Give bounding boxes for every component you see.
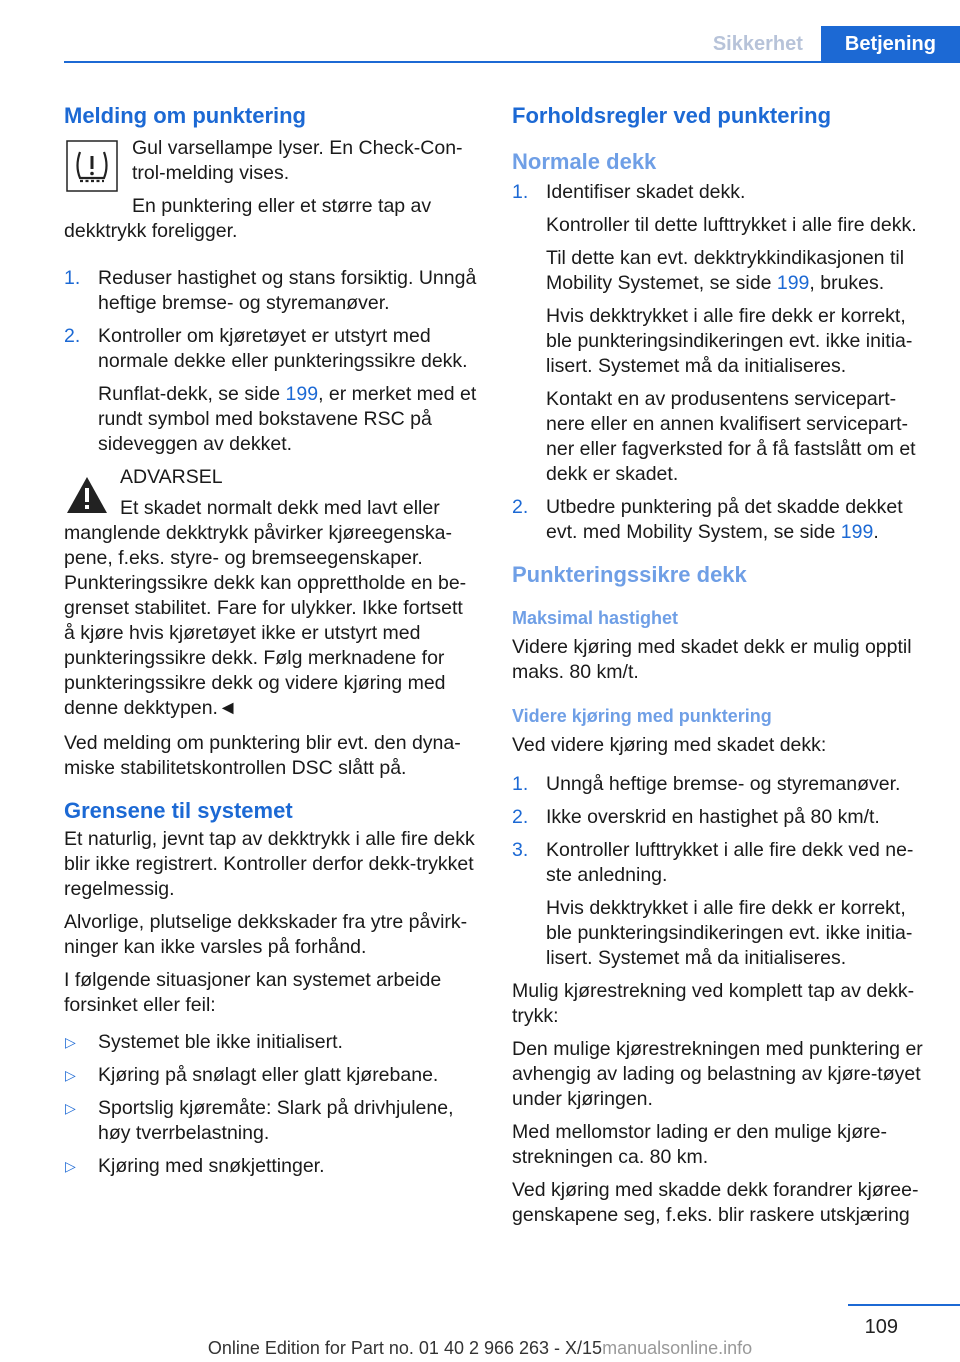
tpms-lamp-block [64,136,478,252]
normale-steps [512,180,926,545]
mulig-text-4: Ved kjøring med skadde dekk forandrer kjøree-genskapene seg, f.eks. blir raskere utskjæring [512,1179,919,1226]
tab-sikkerhet[interactable]: Sikkerhet [712,33,803,55]
heading-forholdsregler: Forholdsregler ved punktering [512,103,832,128]
list-item: 2. Ikke overskrid en hastighet på 80 km/t. [512,806,880,828]
bullet-triangle-icon: ▷ [65,1158,76,1174]
warning-block [64,465,478,721]
watermark: manualsonline.info [602,1338,753,1358]
heading-normale-dekk: Normale dekk [512,149,657,174]
header-rule [64,61,960,63]
runflat-note: Runflat-dekk, se side 199, er merket med et rundt symbol med bokstavene RSC på sideveggen av dekket. [98,383,477,455]
list-item: ▷ Kjøring med snøkjettinger. [65,1155,325,1177]
grense-text-3: I følgende situasjoner kan systemet arbeide forsinket eller feil: [64,969,442,1016]
list-item: 1. Unngå heftige bremse- og styremanøver. [512,773,901,795]
footer-rule [848,1304,960,1306]
heading-melding: Melding om punktering [64,103,306,128]
bullet-triangle-icon: ▷ [65,1034,76,1050]
page-link-199[interactable]: 199 [840,521,874,543]
page-link-199[interactable]: 199 [285,383,319,405]
melding-steps [64,266,478,457]
list-item: 1. Reduser hastighet og stans forsiktig. Unngå heftige bremse- og styremanøver. [64,267,477,314]
bullet-triangle-icon: ▷ [65,1067,76,1083]
section-tabs [695,26,960,62]
dsc-text: Ved melding om punktering blir evt. den dyna-miske stabilitetskontrollen DSC slått på. [64,732,461,779]
grense-text-1: Et naturlig, jevnt tap av dekktrykk i alle fire dekk blir ikke registrert. Kontroller derfor dekk-trykket regelmessig. [64,828,475,900]
footer-edition: Online Edition for Part no. 01 40 2 966 263 - X/15manualsonline.info [207,1338,753,1358]
list-item: ▷ Sportslig kjøremåte: Slark på drivhjulene, høy tverrbelastning. [65,1097,454,1144]
heading-videre-kjoring: Videre kjøring med punktering [512,706,772,726]
mulig-text-1: Mulig kjørestrekning ved komplett tap av dekk-trykk: [512,980,915,1027]
videre-intro: Ved videre kjøring med skadet dekk: [512,734,827,756]
bullet-triangle-icon: ▷ [65,1100,76,1116]
heading-punkteringssikre: Punkteringssikre dekk [512,562,747,587]
lamp-text-2: En punktering eller et større tap av dekktrykk foreligger. [64,195,432,242]
list-item: 2. Kontroller om kjøretøyet er utstyrt med normale dekke eller punkteringssikre dekk. Runflat-dekk, se side 199, er merket med et rundt symbol med bokstavene RSC på sideveggen av dekket. [64,325,477,455]
videre-steps [512,772,926,971]
page-link-199[interactable]: 199 [776,272,810,294]
heading-grensene: Grensene til systemet [64,798,293,823]
page-number: 109 [864,1316,898,1338]
situation-list [64,1030,478,1179]
warning-text: Et skadet normalt dekk med lavt eller manglende dekktrykk påvirker kjøreegenska-pene, f.eks. styre- og bremseegenskaper. Punkteringssikre dekk kan opprettholde en be-grenset stabilitet. Fare for ulykker. Ikke fortsett å kjøre hvis kjøretøyet ikke er utstyrt med punkteringssikre dekk. Følg merknadene for punkteringssikre dekk og videre kjøring med denne dekktypen.◄ [64,497,467,719]
list-item: ▷ Systemet ble ikke initialisert. [65,1031,343,1053]
right-column [512,100,926,1236]
grense-text-2: Alvorlige, plutselige dekkskader fra ytre påvirk-ninger kan ikke varsles på forhånd. [64,911,468,958]
maks-text: Videre kjøring med skadet dekk er mulig opptil maks. 80 km/t. [512,636,912,683]
left-column [64,100,478,1187]
mulig-text-2: Den mulige kjørestrekningen med punktering er avhengig av lading og belastning av kjøre-tøyet under kjøringen. [512,1038,923,1110]
tire-pressure-warning-icon [66,140,118,192]
list-item: ▷ Kjøring på snølagt eller glatt kjørebane. [65,1064,439,1086]
tab-betjening[interactable]: Betjening [821,26,960,62]
warning-triangle-icon [66,475,108,515]
list-item: 2. Utbedre punktering på det skadde dekket evt. med Mobility System, se side 199. [512,496,903,543]
mulig-text-3: Med mellomstor lading er den mulige kjøre-strekningen ca. 80 km. [512,1121,887,1168]
list-item: 1. Identifiser skadet dekk. Kontroller til dette lufttrykket i alle fire dekk. Til dette kan evt. dekktrykkindikasjonen til Mobility Systemet, se side 199, brukes. Hvis dekktrykket i alle fire dekk er korrekt, ble punkteringsindikeringen evt. ikke initia-lisert. Systemet må da initialiseres. Kontakt en av produsentens servicepart-nere eller en annen kvalifisert servicepart-ner eller fagverksted for å få fastslått om et dekk er skadet. [512,181,917,485]
lamp-text: Gul varsellampe lyser. En Check-Con-trol-melding vises. [132,137,463,184]
warning-title: ADVARSEL [120,466,223,488]
list-item: 3. Kontroller lufttrykket i alle fire dekk ved ne-ste anledning. Hvis dekktrykket i alle fire dekk er korrekt, ble punkteringsindikeringen evt. ikke initia-lisert. Systemet må da initialiseres. [512,839,914,969]
heading-maks-hastighet: Maksimal hastighet [512,608,679,628]
